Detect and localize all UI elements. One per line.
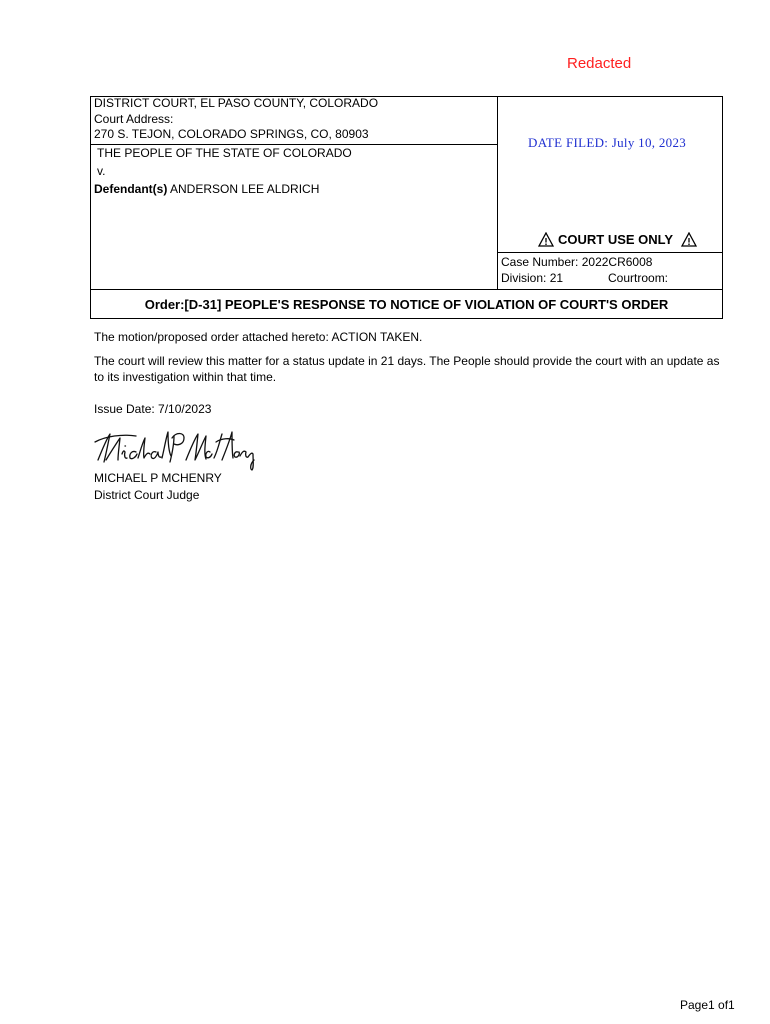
page-number: Page1 of1 <box>680 998 735 1012</box>
division-line <box>501 271 563 286</box>
case-number-line <box>501 255 652 270</box>
court-address-label: Court Address: <box>94 112 174 126</box>
division-value: 21 <box>549 271 564 285</box>
redacted-stamp: Redacted <box>567 55 632 72</box>
court-address: 270 S. TEJON, COLORADO SPRINGS, CO, 80903 <box>94 127 369 141</box>
court-use-only-label: COURT USE ONLY <box>558 232 674 247</box>
courtroom-label: Courtroom: <box>608 271 669 285</box>
caption-divider-right <box>497 252 723 253</box>
case-number-label: Case Number: <box>501 255 579 269</box>
case-number: 2022CR6008 <box>581 255 653 269</box>
defendant-label: Defendant(s) <box>94 182 168 196</box>
defendant-line <box>94 182 319 197</box>
defendant-name: ANDERSON LEE ALDRICH <box>170 182 320 196</box>
issue-date: Issue Date: 7/10/2023 <box>94 402 212 416</box>
warning-triangle-icon <box>538 232 554 247</box>
caption-divider-left <box>90 144 498 145</box>
plaintiff-name: THE PEOPLE OF THE STATE OF COLORADO <box>97 146 352 160</box>
judge-title: District Court Judge <box>94 488 200 502</box>
court-use-only <box>538 232 697 247</box>
date-filed: DATE FILED: July 10, 2023 <box>528 135 687 150</box>
judge-name: MICHAEL P MCHENRY <box>94 471 222 485</box>
court-name: DISTRICT COURT, EL PASO COUNTY, COLORADO <box>94 96 379 110</box>
order-title-box <box>90 289 723 319</box>
caption-divider-vertical <box>497 96 498 290</box>
warning-triangle-icon <box>681 232 697 247</box>
division-label: Division: <box>501 271 547 285</box>
judge-signature <box>92 424 267 472</box>
versus-label: v. <box>97 164 106 178</box>
order-title: Order:[D-31] PEOPLE'S RESPONSE TO NOTICE OF VIOLATION OF COURT'S ORDER <box>144 296 669 312</box>
order-paragraph-2: The court will review this matter for a status update in 21 days. The People should provide the court with an update as to its investigation within that time. <box>94 354 720 384</box>
order-paragraph-1: The motion/proposed order attached hereto: ACTION TAKEN. <box>94 330 423 344</box>
